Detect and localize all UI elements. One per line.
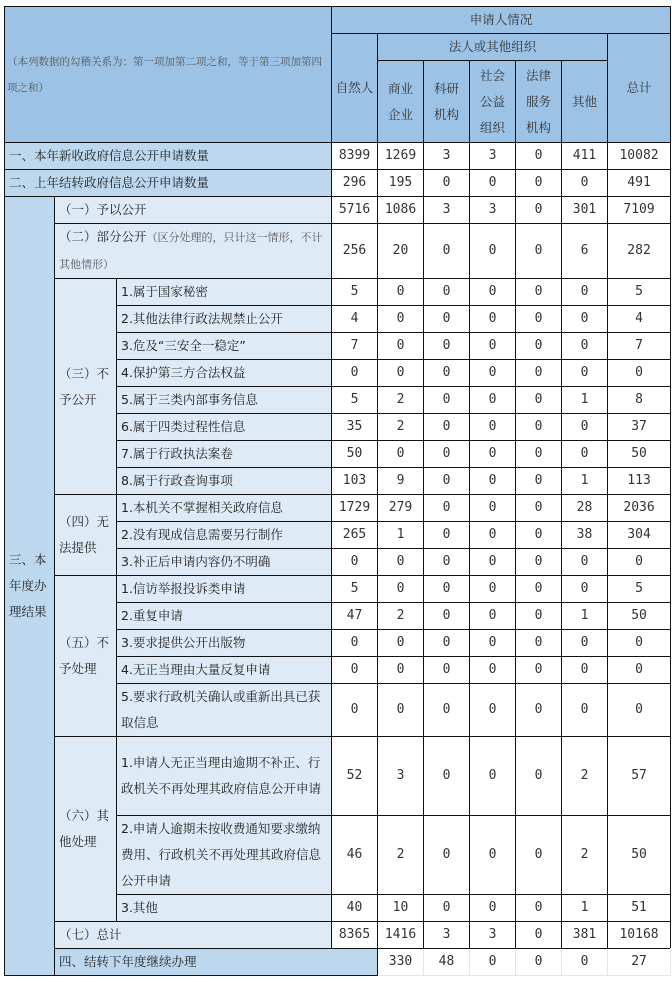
cell: 0 <box>424 737 470 816</box>
cell: 103 <box>332 468 378 495</box>
cell: 0 <box>470 224 516 279</box>
cell: 1 <box>562 603 608 630</box>
cell: 256 <box>332 224 378 279</box>
cell: 0 <box>516 306 562 333</box>
cell: 0 <box>608 360 671 387</box>
cell: 0 <box>378 306 424 333</box>
cell: 3 <box>424 922 470 949</box>
cell: 0 <box>516 495 562 522</box>
cell: 0 <box>608 657 671 684</box>
row-label: 2.其他法律行政法规禁止公开 <box>117 306 332 333</box>
cell: 296 <box>332 170 378 197</box>
cell: 8365 <box>332 922 378 949</box>
cell: 50 <box>608 441 671 468</box>
cell: 0 <box>562 414 608 441</box>
cell: 0 <box>424 576 470 603</box>
cell: 0 <box>516 143 562 170</box>
cell: 0 <box>562 279 608 306</box>
cell: 282 <box>608 224 671 279</box>
cell: 50 <box>608 816 671 895</box>
cell: 1086 <box>378 197 424 224</box>
col-public-welfare: 社会公益组织 <box>470 61 516 143</box>
cell: 28 <box>562 495 608 522</box>
col-research: 科研机构 <box>424 61 470 143</box>
cell: 0 <box>516 224 562 279</box>
s3-label: （三）不予公开 <box>55 279 117 495</box>
cell: 2 <box>378 414 424 441</box>
cell: 7 <box>332 333 378 360</box>
cell: 0 <box>562 170 608 197</box>
cell: 0 <box>608 630 671 657</box>
cell: 0 <box>562 630 608 657</box>
cell: 2 <box>378 603 424 630</box>
cell: 0 <box>332 549 378 576</box>
cell: 5 <box>608 279 671 306</box>
cell: 2 <box>378 387 424 414</box>
row-label: 3.补正后申请内容仍不明确 <box>117 549 332 576</box>
row-label: 1.本机关不掌握相关政府信息 <box>117 495 332 522</box>
cell: 0 <box>562 684 608 737</box>
cell: 50 <box>332 441 378 468</box>
cell: 0 <box>562 306 608 333</box>
cell: 5 <box>332 279 378 306</box>
table-row <box>5 949 671 976</box>
cell: 0 <box>424 387 470 414</box>
cell: 9 <box>378 468 424 495</box>
cell: 2 <box>562 816 608 895</box>
cell: 0 <box>378 279 424 306</box>
cell: 0 <box>516 576 562 603</box>
cell: 0 <box>516 197 562 224</box>
cell: 0 <box>516 657 562 684</box>
cell: 0 <box>424 441 470 468</box>
table-row <box>5 143 671 170</box>
row-label: 一、本年新收政府信息公开申请数量 <box>5 143 332 170</box>
cell: 27 <box>608 949 671 976</box>
row-label-main: （二）部分公开 <box>59 229 147 244</box>
cell: 0 <box>424 495 470 522</box>
cell: 0 <box>378 441 424 468</box>
cell: 0 <box>424 279 470 306</box>
cell: 4 <box>332 306 378 333</box>
cell: 1416 <box>378 922 424 949</box>
table-row <box>5 576 671 603</box>
cell: 3 <box>470 197 516 224</box>
s4-label: （四）无法提供 <box>55 495 117 576</box>
s6-label: （六）其他处理 <box>55 737 117 922</box>
cell: 20 <box>378 224 424 279</box>
cell: 1 <box>562 468 608 495</box>
cell: 5716 <box>332 197 378 224</box>
cell: 3 <box>424 143 470 170</box>
row-label: 四、结转下年度继续办理 <box>55 949 378 976</box>
cell: 0 <box>424 895 470 922</box>
cell: 8399 <box>332 143 378 170</box>
cell: 0 <box>424 603 470 630</box>
applicant-situation-header: 申请人情况 <box>332 7 671 34</box>
cell: 7109 <box>608 197 671 224</box>
cell: 0 <box>516 360 562 387</box>
cell: 0 <box>470 949 516 976</box>
cell: 57 <box>608 737 671 816</box>
cell: 5 <box>332 576 378 603</box>
row-label: 3.其他 <box>117 895 332 922</box>
cell: 491 <box>608 170 671 197</box>
natural-person-header: 自然人 <box>332 34 378 143</box>
cell: 0 <box>332 630 378 657</box>
cell: 0 <box>516 949 562 976</box>
s5-label: （五）不予处理 <box>55 576 117 737</box>
cell: 0 <box>608 549 671 576</box>
cell: 0 <box>378 576 424 603</box>
cell: 1 <box>562 387 608 414</box>
row-label: 5.属于三类内部事务信息 <box>117 387 332 414</box>
table-row <box>5 224 671 279</box>
cell: 0 <box>378 549 424 576</box>
cell: 38 <box>562 522 608 549</box>
cell: 0 <box>516 468 562 495</box>
cell: 0 <box>516 522 562 549</box>
cell: 0 <box>562 576 608 603</box>
cell: 0 <box>470 522 516 549</box>
cell: 1729 <box>332 495 378 522</box>
row-label: （一）予以公开 <box>55 197 332 224</box>
cell: 0 <box>516 414 562 441</box>
cell: 0 <box>424 306 470 333</box>
cell: 0 <box>378 333 424 360</box>
cell: 0 <box>562 333 608 360</box>
cell: 0 <box>516 895 562 922</box>
row-label: 7.属于行政执法案卷 <box>117 441 332 468</box>
cell: 40 <box>332 895 378 922</box>
cell: 0 <box>470 576 516 603</box>
cell: 0 <box>332 657 378 684</box>
cell: 0 <box>470 549 516 576</box>
cell: 46 <box>332 816 378 895</box>
cell: 0 <box>470 495 516 522</box>
cell: 0 <box>562 549 608 576</box>
cell: 279 <box>378 495 424 522</box>
cell: 10082 <box>608 143 671 170</box>
row-label: 8.属于行政查询事项 <box>117 468 332 495</box>
cell: 0 <box>424 549 470 576</box>
cell: 0 <box>470 306 516 333</box>
cell: 3 <box>470 143 516 170</box>
cell: 0 <box>332 360 378 387</box>
cell: 0 <box>516 170 562 197</box>
section3-label: 三、本年度办理结果 <box>5 197 55 976</box>
cell: 0 <box>516 279 562 306</box>
cell: 0 <box>378 630 424 657</box>
relation-note: （本列数据的勾稽关系为：第一项加第二项之和，等于第三项加第四项之和） <box>5 7 332 143</box>
cell: 1269 <box>378 143 424 170</box>
row-label: 3.危及“三安全一稳定” <box>117 333 332 360</box>
cell: 195 <box>378 170 424 197</box>
table-row <box>5 197 671 224</box>
cell: 113 <box>608 468 671 495</box>
cell: 0 <box>424 657 470 684</box>
cell: 411 <box>562 143 608 170</box>
cell: 0 <box>562 949 608 976</box>
cell: 5 <box>608 576 671 603</box>
col-business: 商业企业 <box>378 61 424 143</box>
cell: 0 <box>470 816 516 895</box>
cell: 0 <box>516 387 562 414</box>
cell: 330 <box>378 949 424 976</box>
row-label: 4.保护第三方合法权益 <box>117 360 332 387</box>
row-label: （七）总计 <box>55 922 332 949</box>
cell: 10168 <box>608 922 671 949</box>
cell: 0 <box>470 333 516 360</box>
cell: 10 <box>378 895 424 922</box>
cell: 304 <box>608 522 671 549</box>
cell: 0 <box>424 684 470 737</box>
cell: 0 <box>424 414 470 441</box>
cell: 0 <box>424 816 470 895</box>
row-label <box>55 224 332 279</box>
cell: 0 <box>516 333 562 360</box>
row-label: 1.属于国家秘密 <box>117 279 332 306</box>
row-label: 2.重复申请 <box>117 603 332 630</box>
cell: 6 <box>562 224 608 279</box>
total-header: 总计 <box>608 34 671 143</box>
cell: 0 <box>516 737 562 816</box>
row-label: 3.要求提供公开出版物 <box>117 630 332 657</box>
cell: 0 <box>470 387 516 414</box>
cell: 3 <box>378 737 424 816</box>
cell: 0 <box>424 170 470 197</box>
cell: 0 <box>424 360 470 387</box>
row-label: 5.要求行政机关确认或重新出具已获取信息 <box>117 684 332 737</box>
cell: 7 <box>608 333 671 360</box>
cell: 0 <box>470 684 516 737</box>
cell: 0 <box>470 630 516 657</box>
row-label: 二、上年结转政府信息公开申请数量 <box>5 170 332 197</box>
legal-org-header: 法人或其他组织 <box>378 34 608 61</box>
cell: 0 <box>470 360 516 387</box>
row-label: 2.没有现成信息需要另行制作 <box>117 522 332 549</box>
cell: 0 <box>470 657 516 684</box>
cell: 0 <box>562 441 608 468</box>
cell: 0 <box>424 630 470 657</box>
cell: 0 <box>470 468 516 495</box>
cell: 0 <box>470 603 516 630</box>
cell: 3 <box>470 922 516 949</box>
cell: 381 <box>562 922 608 949</box>
cell: 5 <box>332 387 378 414</box>
row-label-note: （区分处理的，只计这一情形，不计其他情形） <box>59 231 323 271</box>
row-label: 4.无正当理由大量反复申请 <box>117 657 332 684</box>
row-label: 2.申请人逾期未按收费通知要求缴纳费用、行政机关不再处理其政府信息公开申请 <box>117 816 332 895</box>
cell: 0 <box>424 468 470 495</box>
gov-info-disclosure-table <box>4 6 671 976</box>
cell: 0 <box>516 816 562 895</box>
row-label: 1.信访举报投诉类申请 <box>117 576 332 603</box>
cell: 0 <box>516 922 562 949</box>
row-label: 1.申请人无正当理由逾期不补正、行政机关不再处理其政府信息公开申请 <box>117 737 332 816</box>
table-row <box>5 737 671 816</box>
cell: 37 <box>608 414 671 441</box>
cell: 47 <box>332 603 378 630</box>
cell: 0 <box>608 684 671 737</box>
cell: 0 <box>332 684 378 737</box>
cell: 0 <box>562 360 608 387</box>
cell: 0 <box>378 657 424 684</box>
cell: 0 <box>470 737 516 816</box>
cell: 0 <box>378 684 424 737</box>
cell: 265 <box>332 522 378 549</box>
col-other: 其他 <box>562 61 608 143</box>
cell: 0 <box>516 630 562 657</box>
cell: 0 <box>516 684 562 737</box>
cell: 0 <box>378 360 424 387</box>
cell: 0 <box>516 549 562 576</box>
cell: 2 <box>562 737 608 816</box>
cell: 0 <box>424 224 470 279</box>
cell: 0 <box>470 414 516 441</box>
table-row <box>5 495 671 522</box>
cell: 0 <box>516 441 562 468</box>
cell: 0 <box>470 895 516 922</box>
cell: 4 <box>608 306 671 333</box>
cell: 301 <box>562 197 608 224</box>
cell: 50 <box>608 603 671 630</box>
cell: 0 <box>470 170 516 197</box>
cell: 1 <box>562 895 608 922</box>
cell: 2 <box>378 816 424 895</box>
cell: 0 <box>562 657 608 684</box>
cell: 35 <box>332 414 378 441</box>
cell: 8 <box>608 387 671 414</box>
cell: 48 <box>424 949 470 976</box>
cell: 3 <box>424 197 470 224</box>
cell: 0 <box>470 441 516 468</box>
row-label: 6.属于四类过程性信息 <box>117 414 332 441</box>
cell: 51 <box>608 895 671 922</box>
table-row <box>5 279 671 306</box>
cell: 1 <box>378 522 424 549</box>
cell: 0 <box>470 279 516 306</box>
cell: 0 <box>424 333 470 360</box>
cell: 0 <box>424 522 470 549</box>
col-legal-service: 法律服务机构 <box>516 61 562 143</box>
cell: 0 <box>516 603 562 630</box>
cell: 52 <box>332 737 378 816</box>
table-row <box>5 170 671 197</box>
cell: 2036 <box>608 495 671 522</box>
table-row <box>5 922 671 949</box>
